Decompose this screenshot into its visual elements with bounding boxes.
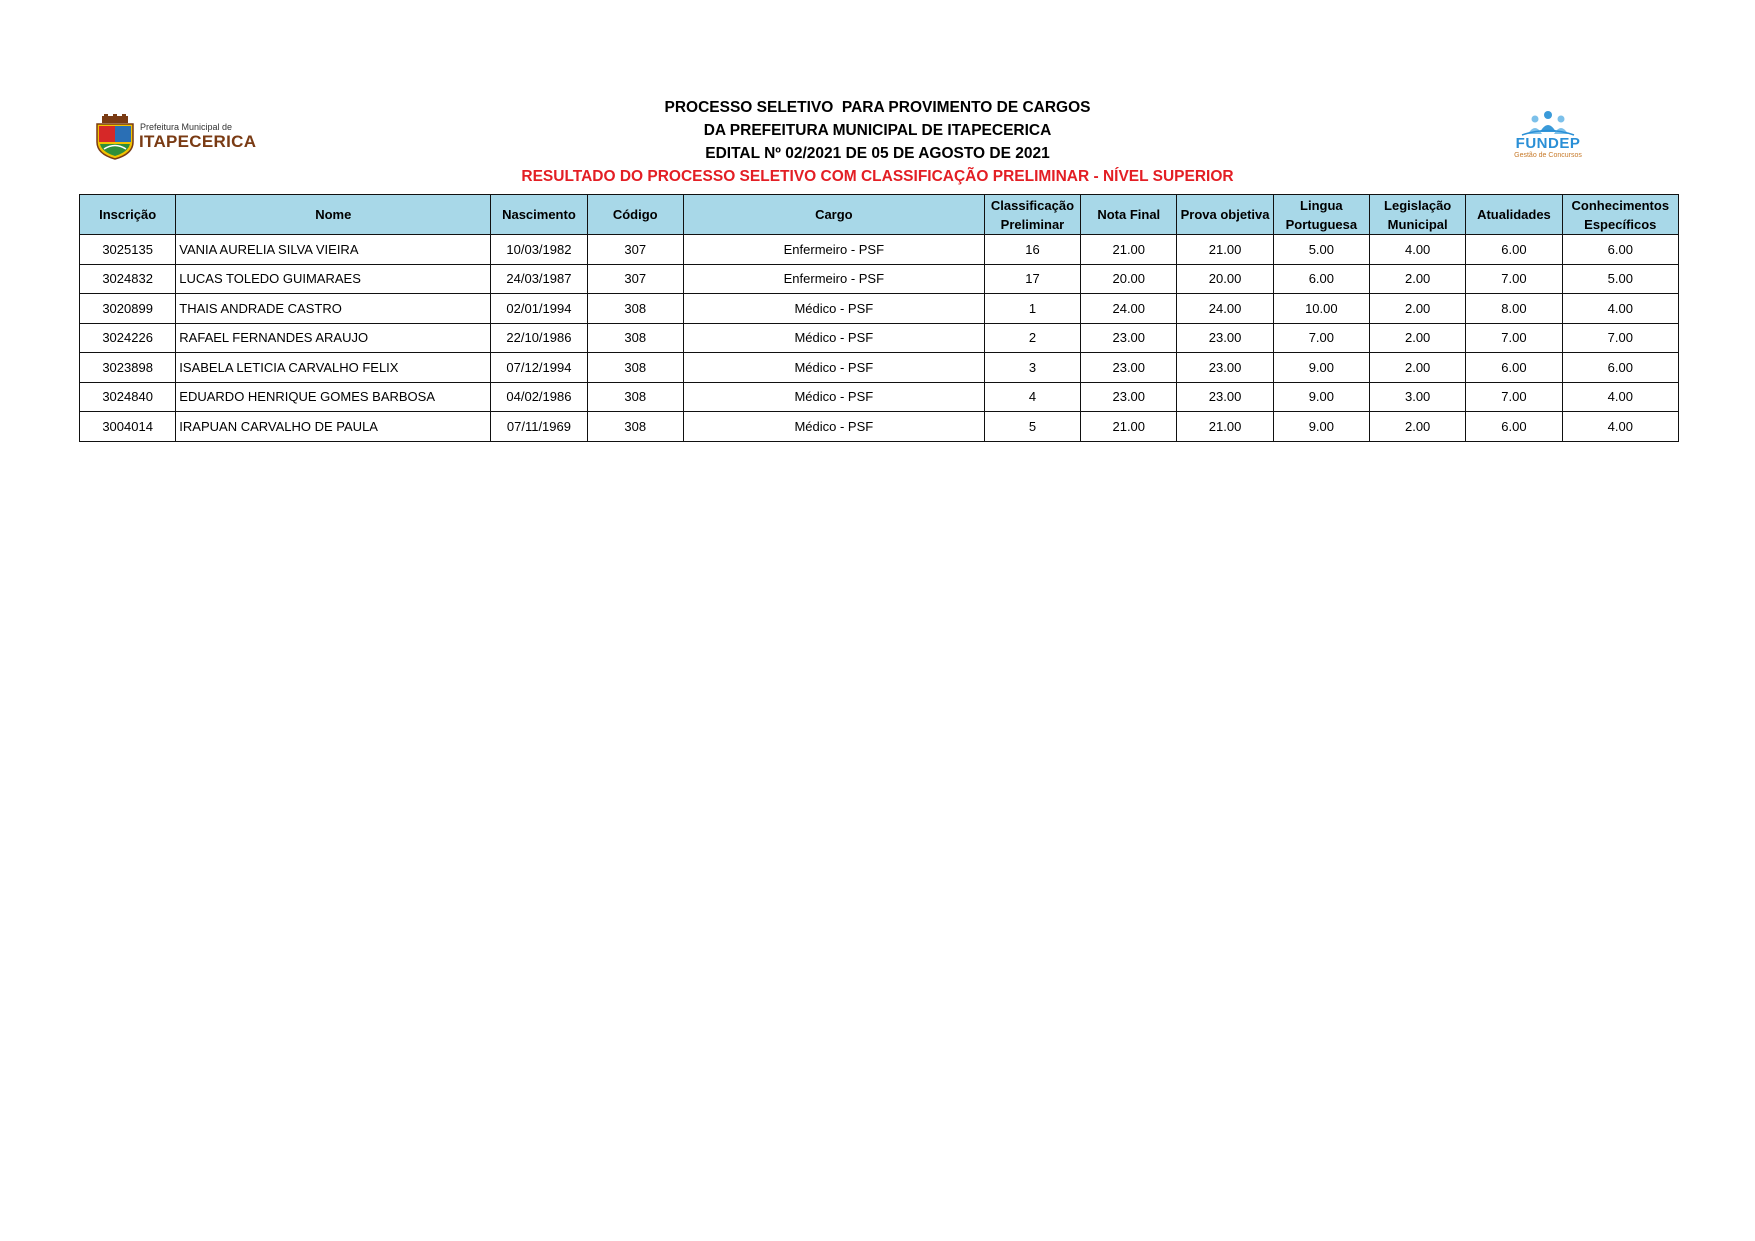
cell-legislacao-municipal: 3.00 bbox=[1370, 382, 1466, 412]
cell-prova-objetiva: 21.00 bbox=[1177, 235, 1273, 265]
cell-atualidades: 7.00 bbox=[1466, 264, 1562, 294]
cell-nome: RAFAEL FERNANDES ARAUJO bbox=[176, 323, 491, 353]
cell-conhecimentos-especificos: 5.00 bbox=[1562, 264, 1678, 294]
cell-cargo: Enfermeiro - PSF bbox=[683, 264, 984, 294]
fundep-people-icon bbox=[1518, 110, 1578, 136]
cell-classificacao: 5 bbox=[984, 412, 1080, 442]
cell-lingua-portuguesa: 9.00 bbox=[1273, 353, 1369, 383]
col-header-codigo: Código bbox=[587, 195, 683, 235]
cell-nascimento: 24/03/1987 bbox=[491, 264, 587, 294]
cell-lingua-portuguesa: 7.00 bbox=[1273, 323, 1369, 353]
table-row bbox=[80, 353, 1679, 383]
cell-nome: EDUARDO HENRIQUE GOMES BARBOSA bbox=[176, 382, 491, 412]
col-header-classificacao: Classificação Preliminar bbox=[984, 195, 1080, 235]
cell-nota-final: 20.00 bbox=[1081, 264, 1177, 294]
col-header-nome: Nome bbox=[176, 195, 491, 235]
cell-cargo: Médico - PSF bbox=[683, 353, 984, 383]
cell-atualidades: 8.00 bbox=[1466, 294, 1562, 324]
cell-nota-final: 23.00 bbox=[1081, 382, 1177, 412]
cell-lingua-portuguesa: 10.00 bbox=[1273, 294, 1369, 324]
table-header-row bbox=[80, 195, 1679, 235]
cell-cargo: Enfermeiro - PSF bbox=[683, 235, 984, 265]
header-line-3: EDITAL Nº 02/2021 DE 05 DE AGOSTO DE 2021 bbox=[705, 145, 1050, 162]
col-header-conhecimentos-especificos: Conhecimentos Específicos bbox=[1562, 195, 1678, 235]
cell-nota-final: 21.00 bbox=[1081, 235, 1177, 265]
cell-nascimento: 07/11/1969 bbox=[491, 412, 587, 442]
fundep-logo bbox=[1505, 110, 1591, 168]
cell-atualidades: 6.00 bbox=[1466, 412, 1562, 442]
cell-conhecimentos-especificos: 4.00 bbox=[1562, 412, 1678, 442]
cell-atualidades: 7.00 bbox=[1466, 382, 1562, 412]
fundep-tagline: Gestão de Concursos bbox=[1514, 152, 1582, 159]
header-line-4: RESULTADO DO PROCESSO SELETIVO COM CLASSIFICAÇÃO PRELIMINAR - NÍVEL SUPERIOR bbox=[521, 168, 1234, 185]
cell-nascimento: 10/03/1982 bbox=[491, 235, 587, 265]
cell-conhecimentos-especificos: 4.00 bbox=[1562, 294, 1678, 324]
fundep-brand: FUNDEP bbox=[1515, 135, 1581, 152]
cell-codigo: 308 bbox=[587, 323, 683, 353]
cell-nota-final: 21.00 bbox=[1081, 412, 1177, 442]
cell-prova-objetiva: 20.00 bbox=[1177, 264, 1273, 294]
table-row bbox=[80, 323, 1679, 353]
cell-inscricao: 3024832 bbox=[80, 264, 176, 294]
cell-prova-objetiva: 23.00 bbox=[1177, 323, 1273, 353]
col-header-nascimento: Nascimento bbox=[491, 195, 587, 235]
cell-inscricao: 3004014 bbox=[80, 412, 176, 442]
document-header bbox=[0, 96, 1755, 188]
cell-atualidades: 7.00 bbox=[1466, 323, 1562, 353]
cell-lingua-portuguesa: 9.00 bbox=[1273, 382, 1369, 412]
prefeitura-logo-small-text: Prefeitura Municipal de bbox=[140, 122, 233, 132]
cell-nota-final: 23.00 bbox=[1081, 323, 1177, 353]
cell-inscricao: 3024840 bbox=[80, 382, 176, 412]
cell-cargo: Médico - PSF bbox=[683, 323, 984, 353]
header-line-2: DA PREFEITURA MUNICIPAL DE ITAPECERICA bbox=[703, 122, 1052, 139]
cell-legislacao-municipal: 2.00 bbox=[1370, 294, 1466, 324]
cell-conhecimentos-especificos: 6.00 bbox=[1562, 235, 1678, 265]
col-header-prova-objetiva: Prova objetiva bbox=[1177, 195, 1273, 235]
prefeitura-logo-big-text: ITAPECERICA bbox=[139, 132, 257, 151]
cell-cargo: Médico - PSF bbox=[683, 382, 984, 412]
cell-nascimento: 07/12/1994 bbox=[491, 353, 587, 383]
cell-nome: IRAPUAN CARVALHO DE PAULA bbox=[176, 412, 491, 442]
cell-codigo: 308 bbox=[587, 294, 683, 324]
cell-nome: THAIS ANDRADE CASTRO bbox=[176, 294, 491, 324]
cell-nascimento: 04/02/1986 bbox=[491, 382, 587, 412]
cell-legislacao-municipal: 4.00 bbox=[1370, 235, 1466, 265]
results-table bbox=[79, 194, 1679, 442]
cell-codigo: 307 bbox=[587, 264, 683, 294]
cell-inscricao: 3025135 bbox=[80, 235, 176, 265]
cell-conhecimentos-especificos: 7.00 bbox=[1562, 323, 1678, 353]
cell-legislacao-municipal: 2.00 bbox=[1370, 323, 1466, 353]
cell-cargo: Médico - PSF bbox=[683, 412, 984, 442]
cell-prova-objetiva: 21.00 bbox=[1177, 412, 1273, 442]
cell-classificacao: 17 bbox=[984, 264, 1080, 294]
cell-classificacao: 1 bbox=[984, 294, 1080, 324]
cell-nascimento: 02/01/1994 bbox=[491, 294, 587, 324]
cell-atualidades: 6.00 bbox=[1466, 353, 1562, 383]
cell-lingua-portuguesa: 6.00 bbox=[1273, 264, 1369, 294]
cell-codigo: 308 bbox=[587, 382, 683, 412]
col-header-lingua-portuguesa: Lingua Portuguesa bbox=[1273, 195, 1369, 235]
table-row bbox=[80, 382, 1679, 412]
table-row bbox=[80, 294, 1679, 324]
cell-prova-objetiva: 23.00 bbox=[1177, 382, 1273, 412]
cell-prova-objetiva: 23.00 bbox=[1177, 353, 1273, 383]
col-header-nota-final: Nota Final bbox=[1081, 195, 1177, 235]
col-header-inscricao: Inscrição bbox=[80, 195, 176, 235]
cell-inscricao: 3024226 bbox=[80, 323, 176, 353]
cell-lingua-portuguesa: 5.00 bbox=[1273, 235, 1369, 265]
cell-nome: ISABELA LETICIA CARVALHO FELIX bbox=[176, 353, 491, 383]
cell-legislacao-municipal: 2.00 bbox=[1370, 264, 1466, 294]
cell-legislacao-municipal: 2.00 bbox=[1370, 412, 1466, 442]
header-line-1: PROCESSO SELETIVO PARA PROVIMENTO DE CARGOS bbox=[664, 99, 1091, 116]
table-row bbox=[80, 412, 1679, 442]
table-row bbox=[80, 235, 1679, 265]
cell-codigo: 307 bbox=[587, 235, 683, 265]
cell-nota-final: 23.00 bbox=[1081, 353, 1177, 383]
cell-nota-final: 24.00 bbox=[1081, 294, 1177, 324]
cell-conhecimentos-especificos: 6.00 bbox=[1562, 353, 1678, 383]
cell-nascimento: 22/10/1986 bbox=[491, 323, 587, 353]
cell-codigo: 308 bbox=[587, 353, 683, 383]
cell-inscricao: 3020899 bbox=[80, 294, 176, 324]
cell-inscricao: 3023898 bbox=[80, 353, 176, 383]
cell-classificacao: 3 bbox=[984, 353, 1080, 383]
cell-lingua-portuguesa: 9.00 bbox=[1273, 412, 1369, 442]
cell-classificacao: 4 bbox=[984, 382, 1080, 412]
cell-prova-objetiva: 24.00 bbox=[1177, 294, 1273, 324]
cell-conhecimentos-especificos: 4.00 bbox=[1562, 382, 1678, 412]
cell-classificacao: 2 bbox=[984, 323, 1080, 353]
col-header-legislacao-municipal: Legislação Municipal bbox=[1370, 195, 1466, 235]
cell-atualidades: 6.00 bbox=[1466, 235, 1562, 265]
cell-cargo: Médico - PSF bbox=[683, 294, 984, 324]
col-header-atualidades: Atualidades bbox=[1466, 195, 1562, 235]
cell-legislacao-municipal: 2.00 bbox=[1370, 353, 1466, 383]
cell-nome: VANIA AURELIA SILVA VIEIRA bbox=[176, 235, 491, 265]
col-header-cargo: Cargo bbox=[683, 195, 984, 235]
table-row bbox=[80, 264, 1679, 294]
cell-codigo: 308 bbox=[587, 412, 683, 442]
cell-nome: LUCAS TOLEDO GUIMARAES bbox=[176, 264, 491, 294]
cell-classificacao: 16 bbox=[984, 235, 1080, 265]
